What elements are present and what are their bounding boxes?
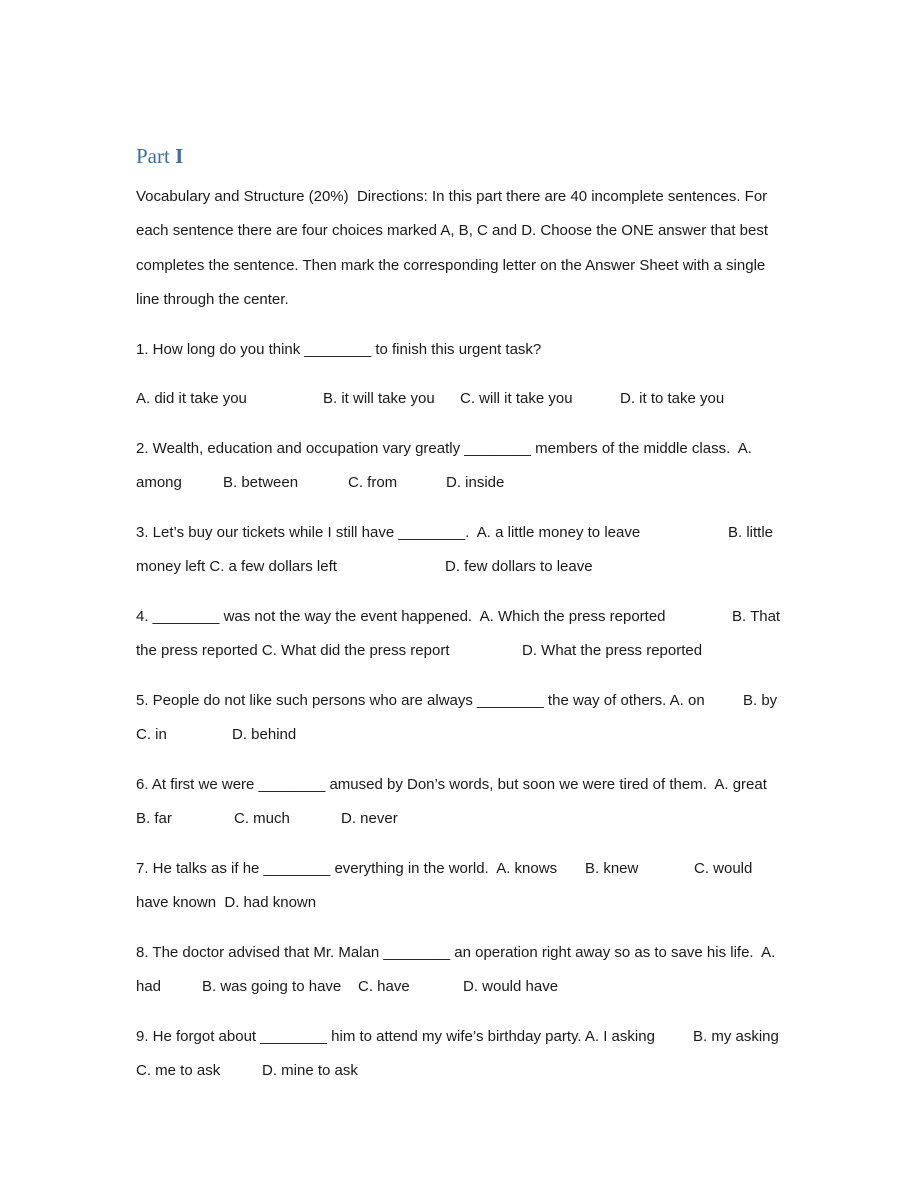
option-b: B. it will take you xyxy=(323,390,435,407)
option-d: D. few dollars to leave xyxy=(445,558,593,575)
option-d: D. What the press reported xyxy=(522,642,703,659)
option-b: B. knew xyxy=(585,860,639,877)
option-b: B. far xyxy=(136,810,172,827)
question-text: 9. He forgot about ________ him to attend my wife’s birthday party. A. I asking xyxy=(136,1028,655,1045)
option-d: D. inside xyxy=(446,474,505,491)
option-b-c: money left C. a few dollars left xyxy=(136,558,337,575)
option-a: A. did it take you xyxy=(136,390,247,407)
option-d: D. it to take you xyxy=(620,390,725,407)
directions-line: line through the center. xyxy=(136,291,289,308)
option-c: C. have xyxy=(358,978,410,995)
option-b: B. between xyxy=(223,474,299,491)
option-d: D. never xyxy=(341,810,398,827)
question-text: 5. People do not like such persons who are always ________ the way of others. A. on xyxy=(136,692,705,709)
option-b: B. That xyxy=(732,608,781,625)
question-9-options xyxy=(136,1061,358,1141)
question-text: 4. ________ was not the way the event happened. A. Which the press reported xyxy=(136,608,666,625)
page-heading xyxy=(136,144,183,169)
question-text-continued: among xyxy=(136,474,182,491)
option-c: C. in xyxy=(136,726,167,743)
option-c: C. much xyxy=(234,810,290,827)
option-b: B. was going to have xyxy=(202,978,342,995)
question-text: 7. He talks as if he ________ everything in the world. A. knows xyxy=(136,860,558,877)
question-text: 1. How long do you think ________ to finish this urgent task? xyxy=(136,341,542,358)
option-b-c: the press reported C. What did the press report xyxy=(136,642,450,659)
option-d: D. would have xyxy=(463,978,559,995)
option-b: B. by xyxy=(743,692,778,709)
option-c: C. me to ask xyxy=(136,1062,221,1079)
question-text: 3. Let’s buy our tickets while I still have ________. A. a little money to leave xyxy=(136,524,641,541)
directions-line: completes the sentence. Then mark the corresponding letter on the Answer Sheet with a single xyxy=(136,257,766,274)
option-c: C. will it take you xyxy=(460,390,573,407)
option-c: C. from xyxy=(348,474,398,491)
question-text-continued: had xyxy=(136,978,162,995)
heading-numeral: I xyxy=(175,144,184,168)
heading-text: Part xyxy=(136,144,170,168)
question-text: 6. At first we were ________ amused by Don’s words, but soon we were tired of them. A. great xyxy=(136,776,767,793)
option-b: B. little xyxy=(728,524,774,541)
option-c-d: have known D. had known xyxy=(136,894,317,911)
directions-line: Vocabulary and Structure (20%) Directions: In this part there are 40 incomplete sentences. For xyxy=(136,188,768,205)
directions-line: each sentence there are four choices marked A, B, C and D. Choose the ONE answer that best xyxy=(136,222,769,239)
question-text: 8. The doctor advised that Mr. Malan ________ an operation right away so as to save his life. A. xyxy=(136,944,776,961)
option-d: D. mine to ask xyxy=(262,1062,358,1079)
option-c: C. would xyxy=(694,860,753,877)
option-d: D. behind xyxy=(232,726,297,743)
question-text: 2. Wealth, education and occupation vary greatly ________ members of the middle class. A. xyxy=(136,440,752,457)
option-b: B. my asking xyxy=(693,1028,779,1045)
